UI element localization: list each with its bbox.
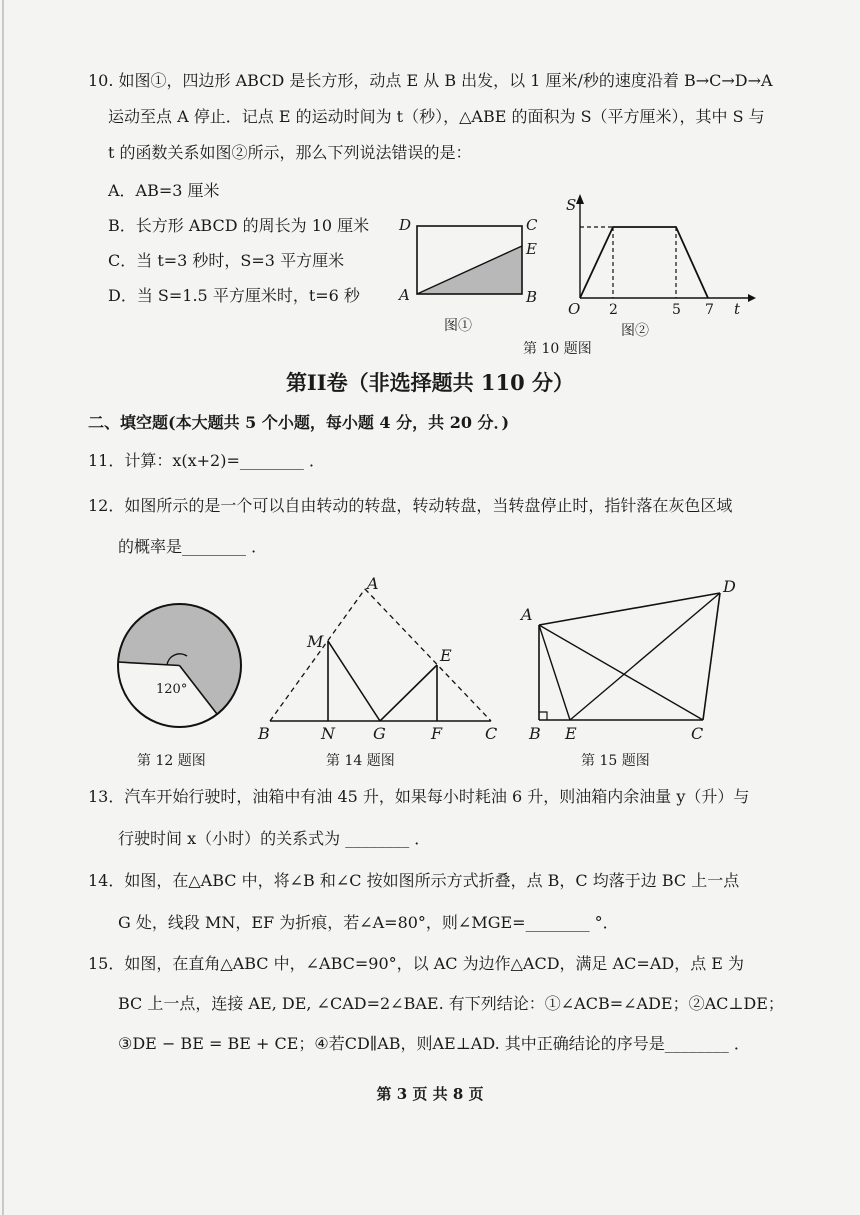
q10-line3: t 的函数关系如图②所示，那么下列说法错误的是： — [108, 143, 472, 162]
fig1-label-b: B — [526, 288, 538, 306]
page-footer: 第 3 页 共 8 页 — [376, 1085, 484, 1103]
q10-figure-1 — [395, 212, 538, 312]
fig2-tick-7: 7 — [705, 302, 714, 318]
fig2-tick-2: 2 — [609, 302, 618, 318]
fig15-label-d: D — [723, 577, 736, 596]
fig1-label-e: E — [526, 240, 537, 258]
fig14-label-c: C — [485, 724, 498, 743]
fig15-label-a: A — [521, 605, 533, 624]
q14-caption: 第 14 题图 — [326, 753, 395, 769]
q15-figure — [515, 572, 755, 742]
q12-figure — [112, 598, 247, 733]
fig14-label-f: F — [431, 724, 443, 743]
q13-line1: 13．汽车开始行驶时，油箱中有油 45 升，如果每小时耗油 6 升，则油箱内余油量 y（升）与 — [88, 787, 750, 806]
q15-line1: 15．如图，在直角△ABC 中，∠ABC=90°，以 AC 为边作△ACD，满足 AC=AD，点 E 为 — [88, 954, 745, 973]
fig1-label-d: D — [399, 216, 412, 234]
q10-figure-caption: 第 10 题图 — [523, 341, 592, 357]
fig15-label-e: E — [565, 724, 577, 743]
q12-caption: 第 12 题图 — [137, 753, 206, 769]
q14-line2: G 处，线段 MN，EF 为折痕，若∠A=80°，则∠MGE=________ °． — [118, 913, 619, 932]
q10-line2: 运动至点 A 停止．记点 E 的运动时间为 t（秒），△ABE 的面积为 S（平方厘米），其中 S 与 — [108, 107, 765, 126]
q14-figure — [255, 575, 505, 750]
q10-figure-2 — [560, 190, 760, 320]
section-title: 第II卷（非选择题共 110 分） — [285, 370, 575, 395]
fig14-label-a: A — [367, 574, 379, 593]
q10-line1: 10. 如图①，四边形 ABCD 是长方形，动点 E 从 B 出发，以 1 厘米/秒的速度沿着 B→C→D→A — [88, 71, 773, 90]
q10-option-b: B．长方形 ABCD 的周长为 10 厘米 — [108, 216, 370, 235]
q12-line2: 的概率是________ ． — [118, 537, 268, 556]
fig2-label-o: O — [568, 300, 581, 318]
page-edge — [2, 0, 4, 1215]
fig14-label-m: M — [307, 632, 324, 651]
q10-option-d: D．当 S=1.5 平方厘米时，t=6 秒 — [108, 286, 360, 305]
fig1-label-c: C — [526, 216, 538, 234]
q14-line1: 14．如图，在△ABC 中，将∠B 和∠C 按如图所示方式折叠，点 B，C 均落于边 BC 上一点 — [88, 871, 740, 890]
q10-option-a: A．AB=3 厘米 — [108, 181, 220, 200]
fig2-label-t: t — [734, 300, 741, 318]
q15-line2: BC 上一点，连接 AE, DE, ∠CAD=2∠BAE. 有下列结论：①∠ACB=∠ADE；②AC⊥DE； — [118, 994, 784, 1013]
q10-option-c: C．当 t=3 秒时，S=3 平方厘米 — [108, 251, 345, 270]
q12-line1: 12．如图所示的是一个可以自由转动的转盘，转动转盘，当转盘停止时，指针落在灰色区域 — [88, 496, 733, 515]
fig14-label-g: G — [373, 724, 386, 743]
fig2-label-s: S — [566, 196, 577, 214]
fig14-label-b: B — [258, 724, 270, 743]
fig14-label-n: N — [321, 724, 335, 743]
part2-heading: 二、填空题(本大题共 5 个小题，每小题 4 分，共 20 分．) — [88, 413, 510, 432]
fig15-label-b: B — [529, 724, 541, 743]
q10-fig1-caption: 图① — [444, 318, 472, 334]
q15-caption: 第 15 题图 — [581, 753, 650, 769]
q10-fig2-caption: 图② — [621, 323, 649, 339]
q12-angle-label: 120° — [156, 682, 188, 697]
fig15-label-c: C — [691, 724, 704, 743]
q15-line3: ③DE − BE = BE + CE；④若CD∥AB，则AE⊥AD. 其中正确结论的序号是________ ． — [118, 1034, 750, 1053]
fig14-label-e: E — [440, 646, 452, 665]
fig2-tick-5: 5 — [672, 302, 681, 318]
q13-line2: 行驶时间 x（小时）的关系式为 ________ ． — [118, 829, 431, 848]
fig1-label-a: A — [399, 286, 410, 304]
q11: 11．计算：x(x+2)=________ ． — [88, 451, 325, 470]
